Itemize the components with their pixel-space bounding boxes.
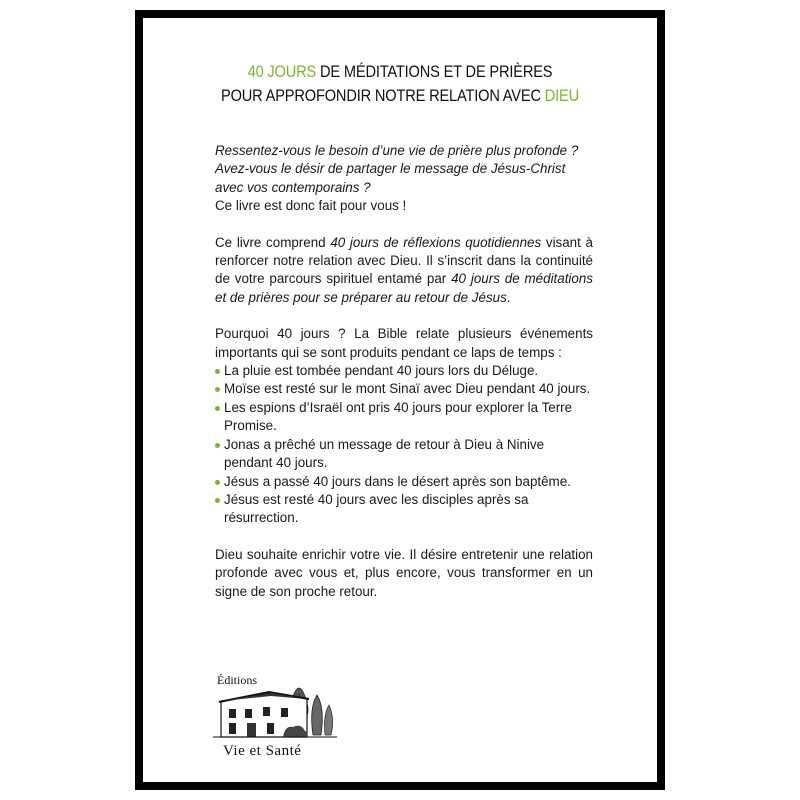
headline-line-2 <box>179 84 621 108</box>
list-item <box>215 399 593 436</box>
list-item-text: Jésus est resté 40 jours avec les disciples après sa résurrection. <box>224 491 529 526</box>
list-item <box>215 473 593 491</box>
paragraph-2-italic-a: 40 jours de réflexions quotidiennes <box>330 234 542 250</box>
headline <box>179 60 621 108</box>
back-cover-text <box>215 142 593 601</box>
list-item-text: Jésus a passé 40 jours dans le désert après son baptême. <box>224 473 571 489</box>
bullet-dot-icon <box>215 480 220 485</box>
bullet-dot-icon <box>215 387 220 392</box>
paragraph-2-text-a: Ce livre comprend <box>215 234 331 250</box>
publisher-name-bottom: Vie et Santé <box>223 743 302 759</box>
publisher-name-top: Éditions <box>217 673 258 687</box>
list-item <box>215 436 593 473</box>
paragraph-2-italic-b: 40 jours de méditations et de prières pour se préparer au retour de Jésus <box>215 271 593 305</box>
book-cover-frame <box>135 10 665 790</box>
paragraph-conclusion: Dieu souhaite enrichir votre vie. Il désire entretenir une relation profonde avec vous et, plus encore, vous transformer en un signe de son proche retour. <box>215 546 593 599</box>
list-item <box>215 362 593 380</box>
headline-line-1 <box>179 60 621 84</box>
list-item <box>215 380 593 398</box>
list-item-text: Jonas a prêché un message de retour à Dieu à Ninive pendant 40 jours. <box>224 436 545 471</box>
publisher-logo <box>211 663 341 763</box>
headline-line-2-text: POUR APPROFONDIR NOTRE RELATION AVEC <box>221 86 545 105</box>
headline-line-1-text: DE MÉDITATIONS ET DE PRIÈRES <box>316 62 553 81</box>
bullet-dot-icon <box>215 443 220 448</box>
list-item <box>215 491 593 528</box>
list-item-text: La pluie est tombée pendant 40 jours lors du Déluge. <box>224 363 539 379</box>
back-cover-page <box>143 18 657 782</box>
paragraph-2-text-b: visant à renforcer notre relation avec Dieu. Il s’inscrit dans la continuité de votre parcours spirituel entamé par <box>215 234 593 287</box>
bullet-dot-icon <box>215 406 220 411</box>
headline-accent-days: 40 JOURS <box>247 62 317 81</box>
intro-question-1: Ressentez-vous le besoin d’une vie de prière plus profonde ? <box>215 143 579 158</box>
paragraph-2-text-c: . <box>506 289 511 305</box>
list-item-text: Moïse est resté sur le mont Sinaï avec Dieu pendant 40 jours. <box>224 381 591 397</box>
bullet-dot-icon <box>215 369 220 374</box>
headline-accent-god: DIEU <box>544 86 579 105</box>
paragraph-why-40-days: Pourquoi 40 jours ? La Bible relate plusieurs événements importants qui se sont produits pendant ce laps de temps : <box>215 326 593 360</box>
bible-events-list <box>215 362 593 528</box>
list-item-text: Les espions d’Israël ont pris 40 jours pour explorer la Terre Promise. <box>224 399 573 434</box>
intro-statement: Ce livre est donc fait pour vous ! <box>215 198 407 214</box>
bullet-dot-icon <box>215 498 220 503</box>
paragraph-book-content <box>215 234 593 308</box>
intro-question-2: Avez-vous le désir de partager le message de Jésus-Christ avec vos contemporains ? <box>215 161 566 195</box>
